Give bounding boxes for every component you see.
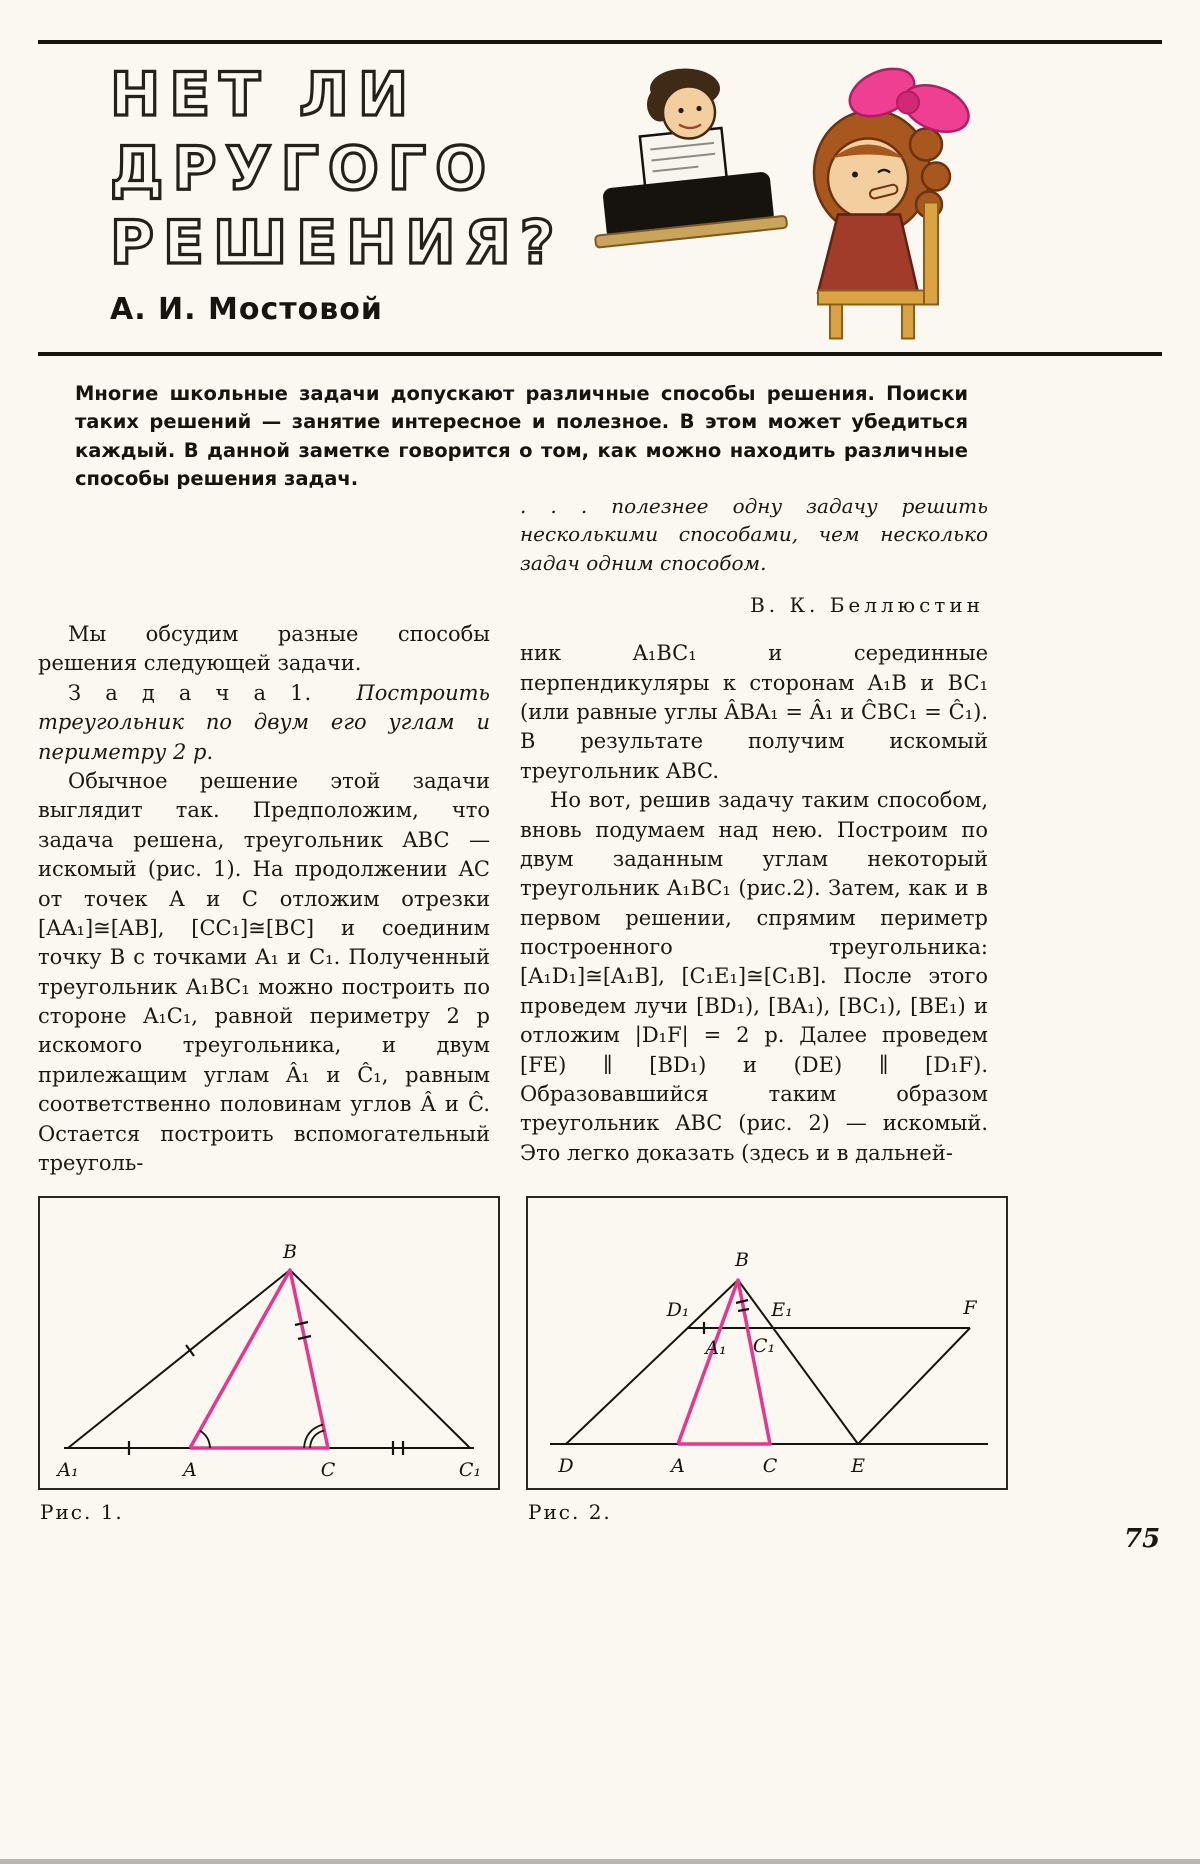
fig1-label-A: A — [183, 1459, 197, 1481]
paragraph: Мы обсудим разные способы решения следующей задачи. — [38, 622, 490, 676]
paragraph: ник A₁BC₁ и серединные перпендикуляры к сторонам A₁B и BC₁ (или равные углы ÂBA₁ = Â₁ и ĈBC₁ = Ĉ₁). В результате получим искомый треугольник ABC. — [520, 641, 988, 783]
top-divider — [38, 40, 1162, 44]
paragraph: Но вот, решив задачу таким способом, вновь подумаем над нею. Построим по двум заданным углам некоторый треугольник A₁BC₁ (рис.2). Затем, как и в первом решении, спрямим периметр построенного треугольника: [A₁D₁]≅[A₁B], [C₁E₁]≅[C₁B]. После этого проведем лучи [BD₁), [BA₁), [BC₁), [BE₁) и отложим |D₁F| = 2 p. Далее проведем [FE) ∥ [BD₁) и (DE) ∥ [D₁F). Образовавшийся таким образом треугольник ABC (рис. 2) — искомый. Это легко доказать (здесь и в дальней- — [520, 788, 988, 1165]
typewriter-icon — [585, 122, 787, 247]
fig2-diagram — [528, 1198, 1006, 1488]
epigraph-attribution: В. К. Беллюстин — [750, 593, 984, 618]
epigraph: . . . полезнее одну задачу решить несколькими способами, чем несколько задач одним способом. — [520, 494, 988, 575]
right-column — [520, 492, 988, 1178]
article-body — [38, 492, 988, 1178]
fig1-diagram — [40, 1198, 498, 1488]
intro-abstract: Многие школьные задачи допускают различные способы решения. Поиски таких решений — занятие интересное и полезное. В этом может убедиться каждый. В данной заметке говорится о том, как можно находить различные способы решения задач. — [75, 382, 968, 490]
figure-2-box — [526, 1196, 1008, 1490]
author-name: А. И. Мостовой — [110, 292, 383, 327]
fig1-angle-arcs — [200, 1425, 324, 1449]
header-illustration — [552, 50, 1022, 345]
fig1-black-lines — [64, 1270, 474, 1448]
fig2-label-D1: D₁ — [666, 1299, 690, 1321]
figure-1-caption: Рис. 1. — [40, 1500, 124, 1524]
task-label: З а д а ч а 1. — [68, 680, 313, 705]
fig2-label-A: A — [671, 1455, 685, 1477]
figure-1-box — [38, 1196, 500, 1490]
page-bottom-edge — [0, 1859, 1200, 1864]
fig1-label-A1: A₁ — [57, 1459, 79, 1481]
fig1-label-C1: C₁ — [458, 1459, 482, 1481]
fig1-label-C: C — [320, 1459, 336, 1481]
fig1-pink-triangle — [190, 1270, 328, 1448]
page-title-line-1: НЕТ ЛИ — [110, 60, 418, 130]
article-header — [110, 58, 564, 327]
fig2-label-E1: E₁ — [771, 1299, 793, 1321]
left-column — [38, 492, 490, 1178]
fig1-label-B: B — [283, 1241, 297, 1263]
boy-figure — [647, 69, 720, 139]
fig2-black-lines — [550, 1280, 988, 1444]
figures-row — [38, 1196, 1008, 1490]
figure-2-caption: Рис. 2. — [528, 1500, 612, 1524]
fig2-label-E: E — [851, 1455, 865, 1477]
fig2-label-D: D — [558, 1455, 574, 1477]
fig2-label-F: F — [963, 1297, 977, 1319]
page-title-line-2: ДРУГОГО — [110, 134, 496, 204]
page-title-line-3: РЕШЕНИЯ? — [110, 208, 564, 278]
mid-divider — [38, 352, 1162, 356]
task-statement: Построить треугольник по двум его углам и периметру 2 p. — [38, 680, 490, 764]
page-number: 75 — [1124, 1524, 1161, 1554]
task-paragraph — [38, 679, 490, 767]
girl-dress — [818, 215, 918, 293]
girl-figure — [814, 59, 975, 338]
paragraph: Обычное решение этой задачи выглядит так. Предположим, что задача решена, треугольник ABC — искомый (рис. 1). На продолжении AC от точек A и C отложим отрезки [AA₁]≅[AB], [CC₁]≅[BC] и соединим точку B с точками A₁ и C₁. Полученный треугольник A₁BC₁ можно построить по стороне A₁C₁, равной периметру 2 p искомого треугольника, и двум прилежащим углам Â₁ и Ĉ₁, равным соответственно половинам углов Â и Ĉ. Остается построить вспомогательный треуголь- — [38, 768, 490, 1176]
fig2-label-C: C — [762, 1455, 778, 1477]
fig2-label-C1: C₁ — [752, 1335, 776, 1357]
fig2-label-A1: A₁ — [705, 1337, 727, 1359]
fig2-label-B: B — [735, 1249, 749, 1271]
